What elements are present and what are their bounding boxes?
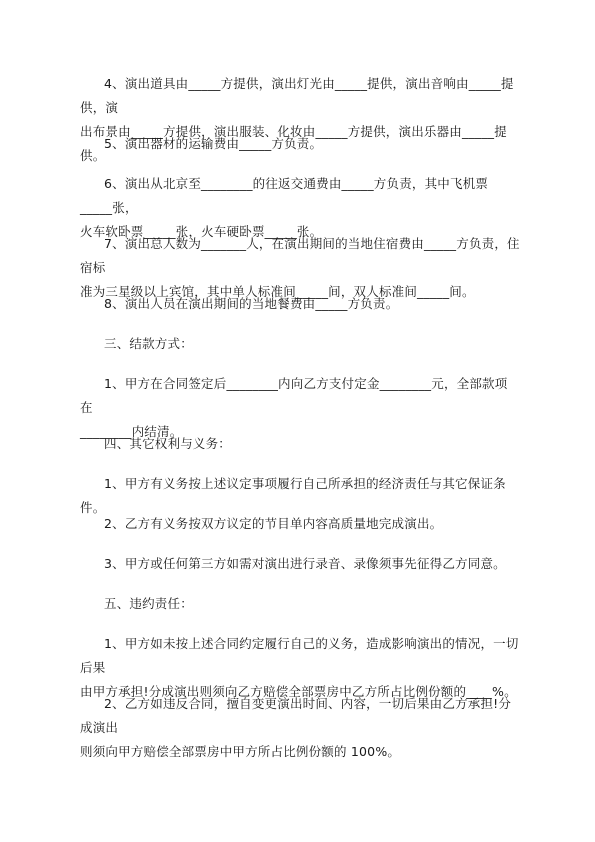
section-5-paragraph-1-line-2: 由甲方承担!分成演出则须向乙方赔偿全部票房中乙方所占比例份额的____%。 (80, 684, 517, 699)
section-3-paragraph-1-line-2: ________内结清。 (80, 424, 183, 439)
clause-7-line-2: 准为三星级以上宾馆，其中单人标准间_____间，双人标准间_____间。 (80, 284, 475, 299)
clause-8 (80, 292, 520, 316)
section-4-paragraph-2-line-1: 2、乙方有义务按双方议定的节目单内容高质量地完成演出。 (104, 516, 443, 531)
section-4-paragraph-2 (80, 512, 520, 536)
clause-8-line-1: 8、演出人员在演出期间的当地餐费由_____方负责。 (104, 296, 399, 311)
section-4-paragraph-3-line-1: 3、甲方或任何第三方如需对演出进行录音、录像须事先征得乙方同意。 (104, 556, 506, 571)
clause-4-line-1: 4、演出道具由_____方提供，演出灯光由_____提供，演出音响由_____提供，演 (80, 76, 514, 115)
section-5-paragraph-2 (80, 692, 520, 764)
clause-6-line-1: 6、演出从北京至________的往返交通费由_____方负责，其中飞机票_____张， (80, 176, 489, 215)
section-3-heading: 三、结款方式： (104, 336, 193, 351)
clause-6-line-2: 火车软卧票_____张，火车硬卧票_____张。 (80, 224, 323, 239)
section-5-paragraph-2-line-2: 则须向甲方赔偿全部票房中甲方所占比例份额的 100%。 (80, 744, 401, 759)
section-5-heading: 五、违约责任： (104, 596, 193, 611)
clause-5 (80, 132, 520, 156)
section-4-paragraph-3 (80, 552, 520, 576)
section-4-heading: 四、其它权利与义务： (104, 436, 232, 451)
clause-5-line-1: 5、演出器材的运输费由_____方负责。 (104, 136, 323, 151)
section-5-paragraph-2-line-1: 2、乙方如违反合同，擅自变更演出时间、内容，一切后果由乙方承担!分成演出 (80, 696, 512, 735)
section-5-paragraph-1-line-1: 1、甲方如未按上述合同约定履行自己的义务，造成影响演出的情况，一切后果 (80, 636, 519, 675)
section-3-paragraph-1-line-1: 1、甲方在合同签定后________内向乙方支付定金________元，全部款项在 (80, 376, 508, 415)
section-4-paragraph-1-line-1: 1、甲方有义务按上述议定事项履行自己所承担的经济责任与其它保证条件。 (80, 476, 506, 515)
clause-7-line-1: 7、演出总人数为_______人，在演出期间的当地住宿费由_____方负责，住宿标 (80, 236, 520, 275)
clause-4-line-2: 出布景由_____方提供，演出服装、化妆由_____方提供，演出乐器由_____提供。 (80, 124, 507, 163)
